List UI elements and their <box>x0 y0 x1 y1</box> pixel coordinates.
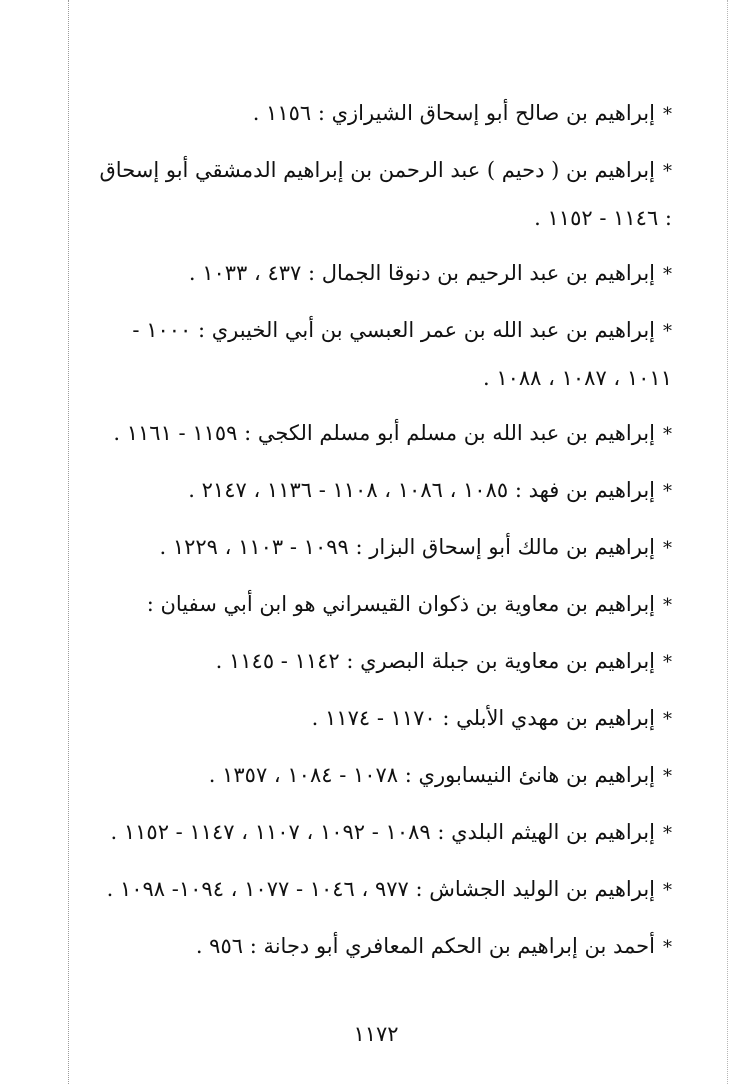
index-entry <box>96 90 672 138</box>
entry-marker: * <box>663 424 672 445</box>
entry-text: إبراهيم بن معاوية بن جبلة البصري : ١١٤٢ - ١١٤٥ . <box>215 649 655 673</box>
entry-marker: * <box>663 161 672 182</box>
entry-text: إبراهيم بن مهدي الأبلي : ١١٧٠ - ١١٧٤ . <box>311 706 655 730</box>
index-entry <box>96 923 672 971</box>
entry-text: إبراهيم بن عبد الرحيم بن دنوقا الجمال : ٤٣٧ ، ١٠٣٣ . <box>188 261 655 285</box>
index-entry <box>96 524 672 572</box>
index-entry <box>96 250 672 298</box>
entry-text: إبراهيم بن فهد : ١٠٨٥ ، ١٠٨٦ ، ١١٠٨ - ١١٣٦ ، ٢١٤٧ . <box>188 478 655 502</box>
entry-marker: * <box>663 264 672 285</box>
entry-text: إبراهيم بن صالح أبو إسحاق الشيرازي : ١١٥٦ . <box>252 101 655 125</box>
index-entry <box>96 581 672 629</box>
entry-text: إبراهيم بن الوليد الجشاش : ٩٧٧ ، ١٠٤٦ - ١٠٧٧ ، ١٠٩٤- ١٠٩٨ . <box>106 877 655 901</box>
entry-marker: * <box>663 880 672 901</box>
entry-marker: * <box>663 104 672 125</box>
entry-marker: * <box>663 652 672 673</box>
index-entry <box>96 866 672 914</box>
right-margin-guide <box>727 0 728 1084</box>
index-entry <box>96 638 672 686</box>
entry-text: إبراهيم بن عبد الله بن عمر العبسي بن أبي الخيبري : ١٠٠٠ - ١٠١١ ، ١٠٨٧ ، ١٠٨٨ . <box>132 318 672 390</box>
index-entry-list <box>96 90 672 980</box>
index-entry <box>96 147 672 241</box>
entry-text: أحمد بن إبراهيم بن الحكم المعافري أبو دجانة : ٩٥٦ . <box>195 934 655 958</box>
index-entry <box>96 695 672 743</box>
entry-text: إبراهيم بن عبد الله بن مسلم أبو مسلم الكجي : ١١٥٩ - ١١٦١ . <box>113 421 655 445</box>
entry-marker: * <box>663 937 672 958</box>
entry-marker: * <box>663 709 672 730</box>
index-entry <box>96 467 672 515</box>
index-entry <box>96 307 672 401</box>
entry-text: إبراهيم بن ( دحيم ) عبد الرحمن بن إبراهيم الدمشقي أبو إسحاق : ١١٤٦ - ١١٥٢ . <box>99 158 672 230</box>
entry-text: إبراهيم بن هانئ النيسابوري : ١٠٧٨ - ١٠٨٤ ، ١٣٥٧ . <box>208 763 655 787</box>
entry-marker: * <box>663 595 672 616</box>
index-entry <box>96 752 672 800</box>
index-entry <box>96 410 672 458</box>
entry-marker: * <box>663 766 672 787</box>
entry-marker: * <box>663 321 672 342</box>
left-margin-guide <box>68 0 69 1084</box>
index-entry <box>96 809 672 857</box>
entry-marker: * <box>663 538 672 559</box>
entry-marker: * <box>663 481 672 502</box>
entry-text: إبراهيم بن الهيثم البلدي : ١٠٨٩ - ١٠٩٢ ، ١١٠٧ ، ١١٤٧ - ١١٥٢ . <box>110 820 655 844</box>
entry-text: إبراهيم بن مالك أبو إسحاق البزار : ١٠٩٩ - ١١٠٣ ، ١٢٢٩ . <box>159 535 655 559</box>
entry-text: إبراهيم بن معاوية بن ذكوان القيسراني هو ابن أبي سفيان : <box>146 592 655 616</box>
page-number: ١١٧٢ <box>353 1022 399 1046</box>
entry-marker: * <box>663 823 672 844</box>
